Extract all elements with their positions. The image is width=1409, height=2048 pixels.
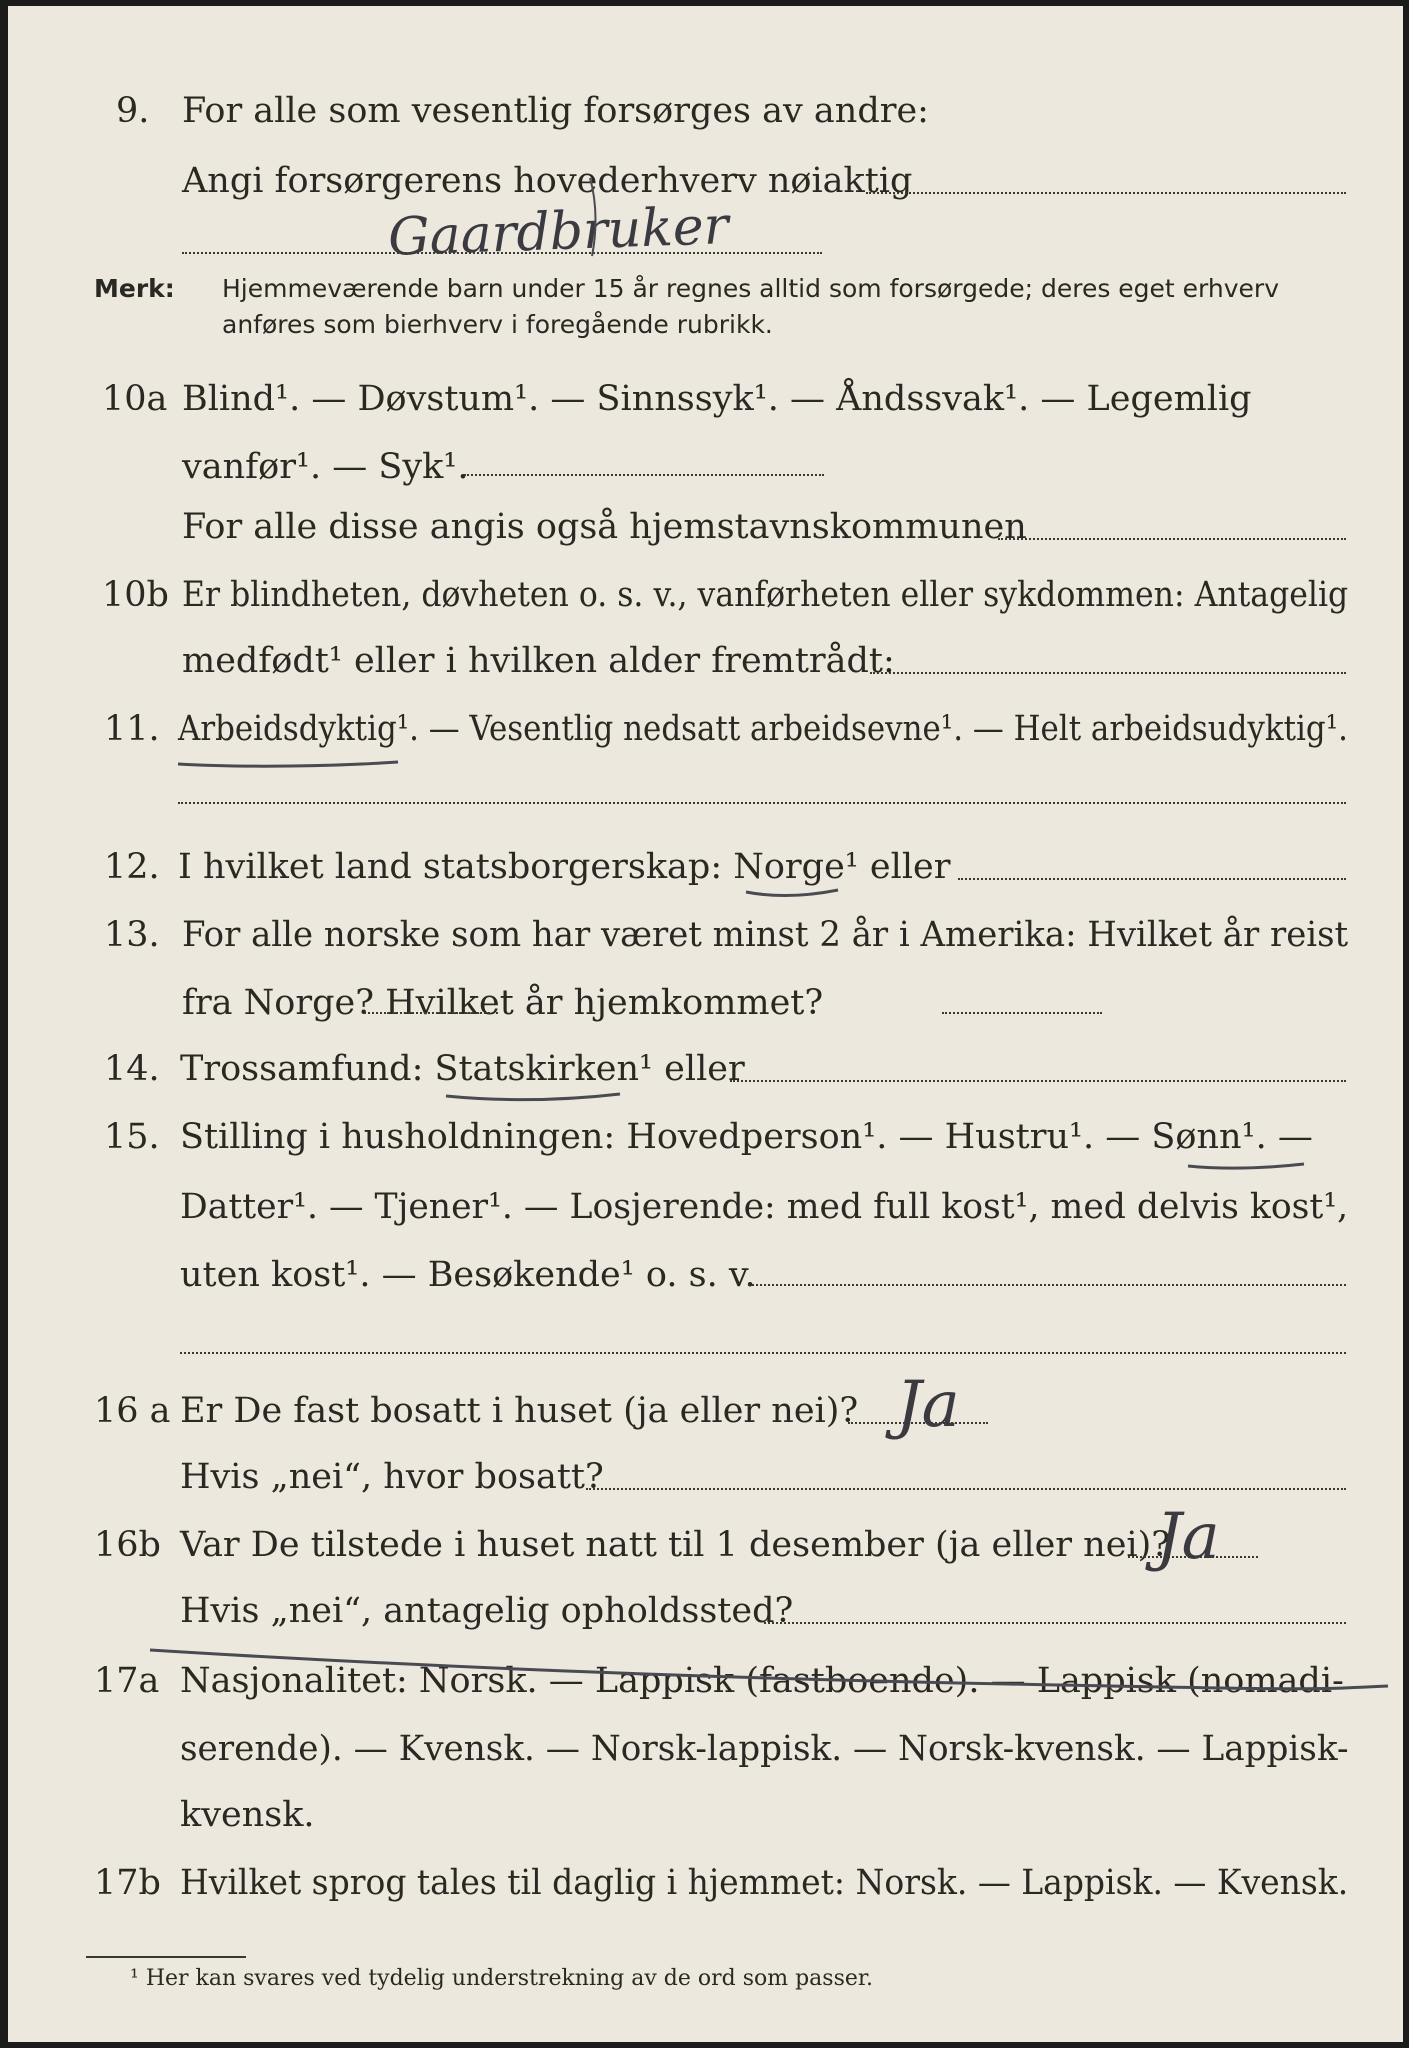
item-number-9: 9. <box>116 91 150 131</box>
q16a-line2: Hvis „nei“, hvor bosatt? <box>180 1457 604 1497</box>
handwritten-answer-16a: Ja <box>896 1368 960 1442</box>
pen-marks <box>8 6 1403 2042</box>
item-number-11: 11. <box>104 709 160 749</box>
footnote: ¹ Her kan svares ved tydelig understrekning av de ord som passer. <box>130 1966 873 1991</box>
q17a-line3: kvensk. <box>180 1795 315 1835</box>
item-number-15: 15. <box>104 1117 160 1157</box>
pen-flourish-q9 <box>590 178 596 256</box>
q16a-line1: Er De fast bosatt i huset (ja eller nei)? <box>180 1391 859 1431</box>
q16b-line1: Var De tilstede i huset natt til 1 desember (ja eller nei)? <box>180 1525 1171 1565</box>
q10a-line1: Blind¹. — Døvstum¹. — Sinnssyk¹. — Åndssvak¹. — Legemlig <box>182 379 1252 419</box>
strike-line-17a <box>150 1650 1388 1689</box>
q13-line1: For alle norske som har været minst 2 år i Amerika: Hvilket år reist <box>182 915 1349 955</box>
q17a-line1: Nasjonalitet: Norsk. — Lappisk (fastboende). — Lappisk (nomadi- <box>180 1661 1344 1701</box>
q11-line1: Arbeidsdyktig¹. — Vesentlig nedsatt arbeidsevne¹. — Helt arbeidsudyktig¹. <box>178 709 1348 749</box>
census-form-page <box>8 6 1403 2042</box>
q17a-line2: serende). — Kvensk. — Norsk-lappisk. — Norsk-kvensk. — Lappisk- <box>180 1729 1349 1769</box>
q17b-line1: Hvilket sprog tales til daglig i hjemmet: Norsk. — Lappisk. — Kvensk. <box>180 1863 1349 1903</box>
q13-line2: fra Norge? Hvilket år hjemkommet? <box>182 983 824 1023</box>
q15-line2: Datter¹. — Tjener¹. — Losjerende: med full kost¹, med delvis kost¹, <box>180 1187 1349 1227</box>
item-number-14: 14. <box>104 1049 160 1089</box>
q10a-line3: For alle disse angis også hjemstavnskommunen <box>182 507 1027 547</box>
q9-line1: For alle som vesentlig forsørges av andre: <box>182 91 929 131</box>
q12-line1: I hvilket land statsborgerskap: Norge¹ eller <box>178 847 951 887</box>
underline-sonn <box>1188 1164 1304 1168</box>
q10a-line2: vanfør¹. — Syk¹. <box>182 447 469 487</box>
q10b-line2: medfødt¹ eller i hvilken alder fremtrådt: <box>182 641 895 681</box>
merk-line1: Hjemmeværende barn under 15 år regnes alltid som forsørgede; deres eget erhverv <box>222 274 1279 303</box>
handwritten-answer-16b: Ja <box>1156 1500 1220 1574</box>
item-number-17b: 17b <box>94 1863 161 1903</box>
q15-line1: Stilling i husholdningen: Hovedperson¹. — Hustru¹. — Sønn¹. — <box>180 1117 1313 1157</box>
item-number-10b: 10b <box>102 575 169 615</box>
item-number-17a: 17a <box>94 1661 160 1701</box>
item-number-16b: 16b <box>94 1525 161 1565</box>
underline-norge <box>746 890 838 896</box>
q9-line2: Angi forsørgerens hovederhverv nøiaktig <box>182 161 913 201</box>
item-number-16a: 16 a <box>94 1391 171 1431</box>
item-number-12: 12. <box>104 847 160 887</box>
merk-label: Merk: <box>94 274 175 303</box>
underline-statskirken <box>446 1094 620 1100</box>
underline-arbeidsdyktig <box>178 762 398 766</box>
q10b-line1: Er blindheten, døvheten o. s. v., vanførheten eller sykdommen: Antagelig <box>182 575 1349 615</box>
merk-line2: anføres som bierhverv i foregående rubrikk. <box>222 310 773 339</box>
q15-line3: uten kost¹. — Besøkende¹ o. s. v. <box>180 1255 756 1295</box>
q16b-line2: Hvis „nei“, antagelig opholdssted? <box>180 1591 794 1631</box>
item-number-10a: 10a <box>102 379 168 419</box>
q14-line1: Trossamfund: Statskirken¹ eller <box>180 1049 745 1089</box>
item-number-13: 13. <box>104 915 160 955</box>
handwritten-occupation: Gaardbruker <box>387 196 730 268</box>
